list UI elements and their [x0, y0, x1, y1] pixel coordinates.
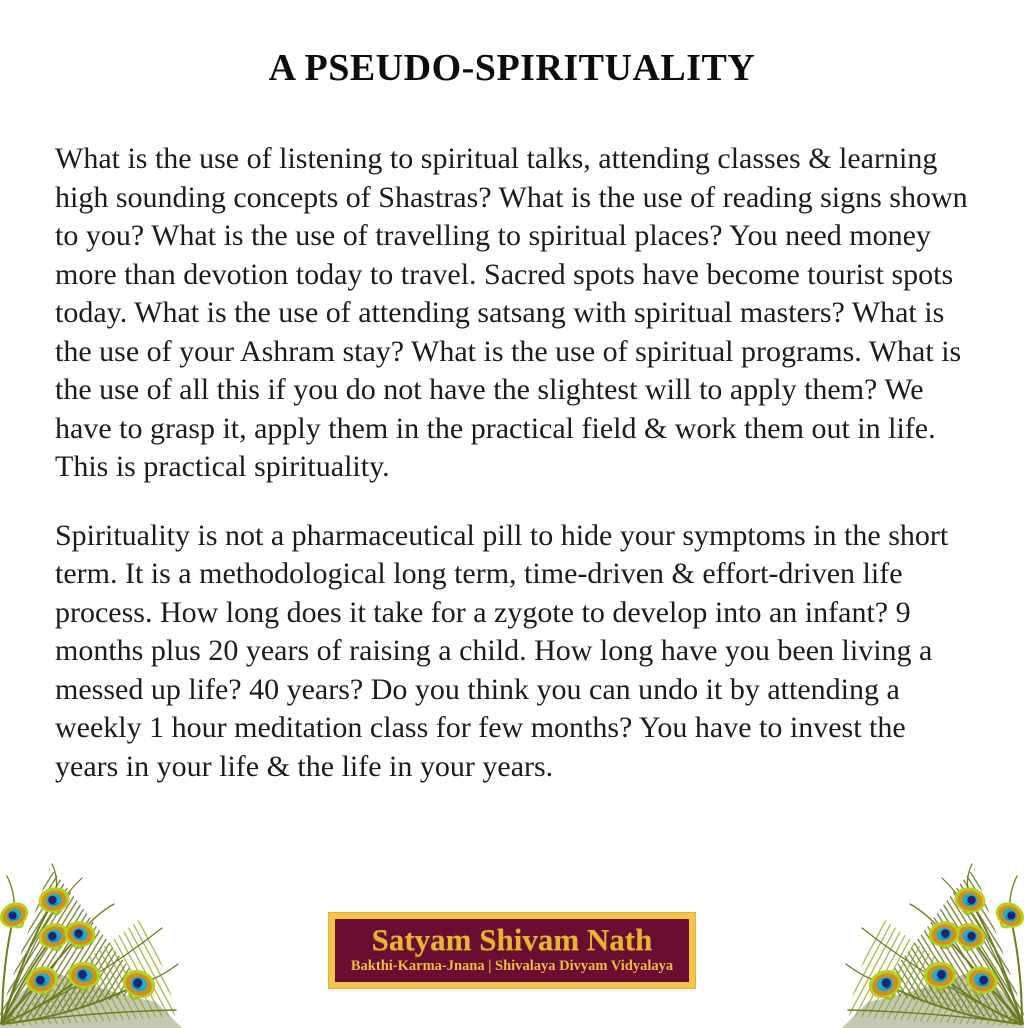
brand-banner-subtitle: Bakthi-Karma-Jnana | Shivalaya Divyam Vidyalaya — [350, 957, 674, 974]
brand-banner — [328, 912, 696, 989]
paragraph-2: Spirituality is not a pharmaceutical pill to hide your symptoms in the short term. It is a methodological long term, time-driven & effort-driven life process. How long does it take for a zygote to develop into an infant? 9 months plus 20 years of raising a child. How long have you been living a messed up life? 40 years? Do you think you can undo it by attending a weekly 1 hour meditation class for few months? You have to invest the years in your life & the life in your years. — [55, 518, 949, 783]
brand-banner-title: Satyam Shivam Nath — [371, 922, 653, 957]
paragraph-1: What is the use of listening to spiritual talks, attending classes & learning high sounding concepts of Shastras? What is the use of reading signs shown to you? What is the use of travelling to spiritual places? You need money more than devotion today to travel. Sacred spots have become tourist spots today. What is the use of attending satsang with spiritual masters? What is the use of your Ashram stay? What is the use of spiritual programs. What is the use of all this if you do not have the slightest will to apply them? We have to grasp it, apply them in the practical field & work them out in life. This is practical spirituality. — [55, 142, 968, 483]
body-text — [55, 140, 976, 786]
page-title: A PSEUDO-SPIRITUALITY — [268, 47, 756, 89]
